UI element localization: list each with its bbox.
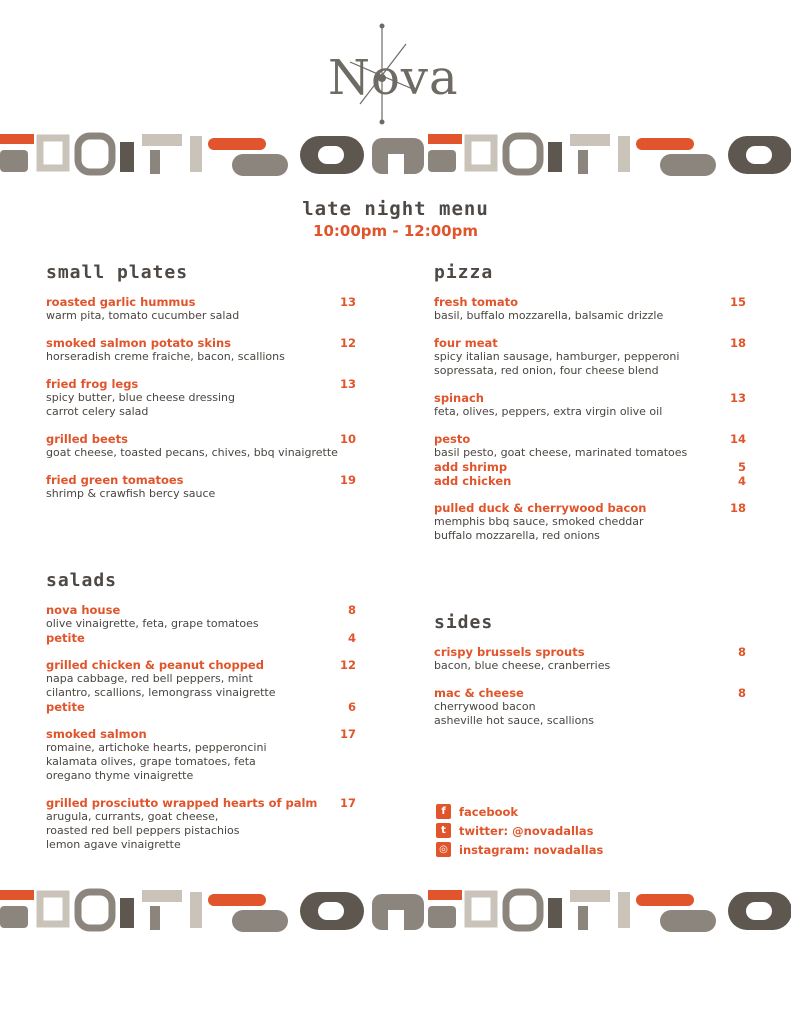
menu-item-price: 19 (339, 473, 356, 487)
menu-item-description: horseradish creme fraiche, bacon, scallions (46, 350, 285, 363)
menu-item-name: spinach (434, 391, 484, 405)
extra-price: 6 (347, 700, 356, 714)
menu-item (434, 336, 746, 378)
menu-item (46, 603, 356, 645)
menu-item-extra (434, 474, 746, 488)
menu-item-description: shrimp & crawfish bercy sauce (46, 487, 216, 500)
menu-item-description: goat cheese, toasted pecans, chives, bbq vinaigrette (46, 446, 338, 459)
menu-item-price: 13 (729, 391, 746, 405)
menu-item-row (46, 796, 356, 810)
social-link-twitter[interactable] (436, 821, 603, 840)
menu-item-description: feta, olives, peppers, extra virgin olive oil (434, 405, 663, 418)
social-link-facebook[interactable] (436, 802, 603, 821)
menu-item-row (46, 473, 356, 487)
menu-item-row (46, 432, 356, 446)
menu-item-row (46, 727, 356, 741)
menu-item-description: cilantro, scallions, lemongrass vinaigrette (46, 686, 276, 699)
menu-item-price: 8 (347, 603, 356, 617)
menu-list (434, 645, 746, 728)
menu-item (46, 336, 356, 364)
menu-item (46, 432, 356, 460)
section-sides (434, 612, 746, 741)
menu-title: late night menu (302, 198, 489, 220)
social-link-instagram[interactable] (436, 840, 603, 859)
menu-item-price: 12 (339, 336, 356, 350)
menu-item-name: grilled prosciutto wrapped hearts of palm (46, 796, 318, 810)
menu-item (434, 501, 746, 543)
section-title: salads (46, 570, 118, 591)
menu-item-description: basil pesto, goat cheese, marinated tomatoes (434, 446, 688, 459)
menu-item-row (434, 432, 746, 446)
menu-item-name: pesto (434, 432, 471, 446)
menu-item-extra (434, 460, 746, 474)
menu-hours: 10:00pm - 12:00pm (313, 222, 478, 240)
menu-item-row (434, 686, 746, 700)
menu-item-row (46, 295, 356, 309)
menu-item-row (434, 501, 746, 515)
menu-item (46, 727, 356, 783)
menu-item-name: four meat (434, 336, 498, 350)
extra-name: petite (46, 631, 85, 645)
menu-item (434, 295, 746, 323)
brand-name: Nova (328, 50, 459, 106)
menu-item-price: 18 (729, 501, 746, 515)
social-label[interactable]: instagram: novadallas (459, 842, 604, 857)
menu-item-description: roasted red bell peppers pistachios (46, 824, 240, 837)
menu-item-price: 17 (339, 796, 356, 810)
nova-logo (320, 22, 470, 128)
menu-item-description: spicy italian sausage, hamburger, pepperoni (434, 350, 680, 363)
extra-name: add shrimp (434, 460, 508, 474)
menu-item-name: fresh tomato (434, 295, 519, 309)
decorative-band-bottom (0, 888, 791, 936)
menu-item-description: asheville hot sauce, scallions (434, 714, 595, 727)
menu-item-price: 8 (737, 645, 746, 659)
menu-list (46, 603, 356, 852)
menu-item-name: crispy brussels sprouts (434, 645, 585, 659)
extra-price: 4 (347, 631, 356, 645)
section-title: sides (434, 612, 494, 633)
menu-item-description: bacon, blue cheese, cranberries (434, 659, 611, 672)
menu-item-name: nova house (46, 603, 121, 617)
menu-item-extra (46, 700, 356, 714)
section-title: small plates (46, 262, 189, 283)
extra-name: add chicken (434, 474, 512, 488)
menu-item-description: romaine, artichoke hearts, pepperoncini (46, 741, 267, 754)
menu-item-price: 13 (339, 377, 356, 391)
menu-item (434, 391, 746, 419)
facebook-icon: f (436, 804, 451, 819)
menu-item-price: 14 (729, 432, 746, 446)
social-label[interactable]: twitter: @novadallas (459, 823, 594, 838)
menu-item-name: pulled duck & cherrywood bacon (434, 501, 647, 515)
menu-item-row (46, 658, 356, 672)
menu-item (46, 658, 356, 714)
social-label[interactable]: facebook (459, 804, 519, 819)
section-title: pizza (434, 262, 494, 283)
menu-item (46, 473, 356, 501)
menu-item-description: sopressata, red onion, four cheese blend (434, 364, 659, 377)
section-pizza (434, 262, 746, 556)
menu-item-row (434, 295, 746, 309)
social-links (436, 802, 603, 859)
menu-item-description: carrot celery salad (46, 405, 149, 418)
menu-item-description: lemon agave vinaigrette (46, 838, 181, 851)
menu-item (46, 796, 356, 852)
menu-item-description: napa cabbage, red bell peppers, mint (46, 672, 253, 685)
extra-price: 4 (737, 474, 746, 488)
extra-price: 5 (737, 460, 746, 474)
menu-item-description: oregano thyme vinaigrette (46, 769, 194, 782)
menu-item-description: olive vinaigrette, feta, grape tomatoes (46, 617, 259, 630)
menu-item-description: memphis bbq sauce, smoked cheddar (434, 515, 644, 528)
menu-item-price: 8 (737, 686, 746, 700)
menu-list (46, 295, 356, 501)
menu-item (434, 432, 746, 488)
menu-item-name: fried frog legs (46, 377, 139, 391)
menu-item-extra (46, 631, 356, 645)
menu-item-row (434, 336, 746, 350)
menu-item-price: 12 (339, 658, 356, 672)
menu-item-description: spicy butter, blue cheese dressing (46, 391, 236, 404)
decorative-band-top (0, 132, 791, 180)
menu-item-price: 17 (339, 727, 356, 741)
menu-item-row (434, 645, 746, 659)
menu-item (46, 295, 356, 323)
menu-item-description: buffalo mozzarella, red onions (434, 529, 600, 542)
menu-item-row (46, 603, 356, 617)
menu-item-price: 10 (339, 432, 356, 446)
menu-item (46, 377, 356, 419)
menu-list (434, 295, 746, 543)
menu-item-row (434, 391, 746, 405)
menu-item (434, 686, 746, 728)
section-salads (46, 570, 356, 865)
menu-item-price: 18 (729, 336, 746, 350)
menu-item-description: cherrywood bacon (434, 700, 536, 713)
menu-item-name: grilled chicken & peanut chopped (46, 658, 264, 672)
instagram-icon: ◎ (436, 842, 451, 857)
menu-item-row (46, 336, 356, 350)
menu-item-name: grilled beets (46, 432, 128, 446)
menu-item-price: 15 (729, 295, 746, 309)
menu-item-name: mac & cheese (434, 686, 524, 700)
menu-item-name: roasted garlic hummus (46, 295, 196, 309)
menu-item-name: fried green tomatoes (46, 473, 184, 487)
menu-item-name: smoked salmon (46, 727, 147, 741)
menu-item-description: arugula, currants, goat cheese, (46, 810, 219, 823)
section-small-plates (46, 262, 356, 514)
menu-item-price: 13 (339, 295, 356, 309)
menu-item-description: basil, buffalo mozzarella, balsamic drizzle (434, 309, 664, 322)
menu-item-description: warm pita, tomato cucumber salad (46, 309, 240, 322)
twitter-icon: t (436, 823, 451, 838)
extra-name: petite (46, 700, 85, 714)
menu-item (434, 645, 746, 673)
menu-item-name: smoked salmon potato skins (46, 336, 231, 350)
menu-item-row (46, 377, 356, 391)
menu-item-description: kalamata olives, grape tomatoes, feta (46, 755, 256, 768)
